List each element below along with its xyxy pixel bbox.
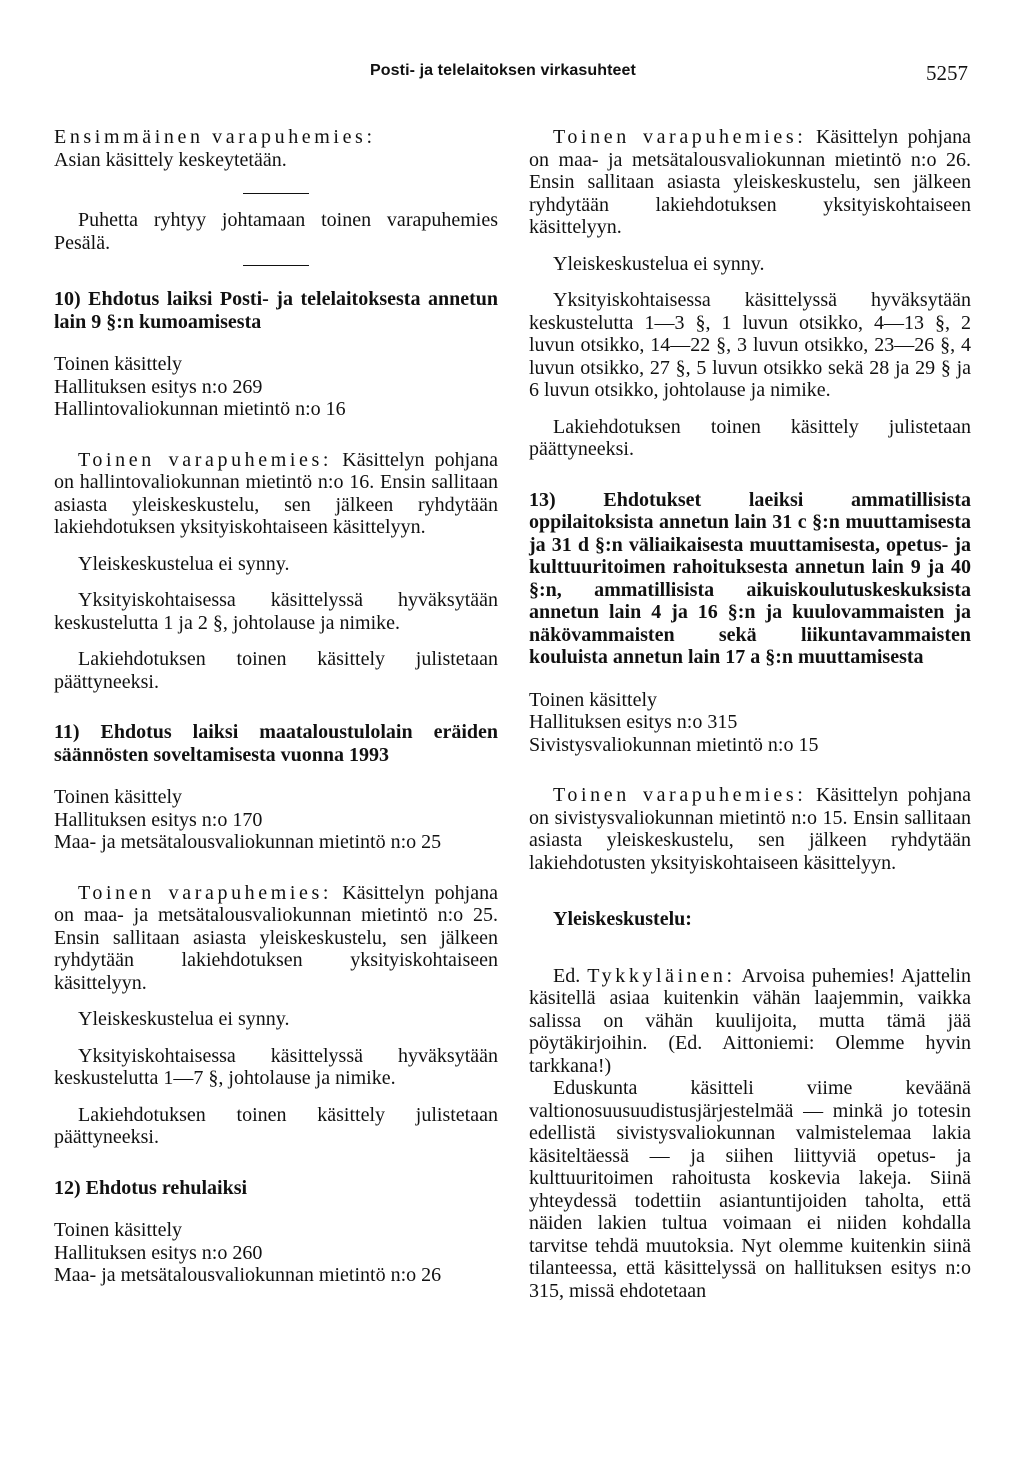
speech-text: Käsittelyn pohjana on hallintovaliokunnan mietintö n:o 16. Ensin sallitaan asiasta yleiskeskustelu, sen jälkeen ryhdytään lakiehdotuksen yksityiskohtaiseen käsittelyyn. (54, 448, 498, 538)
chair-change-note: Puhetta ryhtyy johtamaan toinen varapuhemies Pesälä. (54, 209, 498, 254)
speech-text: Asian käsittely keskeytetään. (54, 148, 287, 171)
speaker-paragraph (54, 449, 498, 539)
mp-name: Tykkyläinen: (587, 964, 736, 987)
bill-line: Hallituksen esitys n:o 269 (54, 375, 263, 398)
speech-text: Käsittelyn pohjana on maa- ja metsätalousvaliokunnan mietintö n:o 26. Ensin sallitaan asiasta yleiskeskustelu, sen jälkeen ryhdytään lakiehdotuksen yksityiskohtaiseen käsittelyyn. (529, 126, 971, 238)
approval-line: Yksityiskohtaisessa käsittelyssä hyväksytään keskustelutta 1—3 §, 1 luvun otsikko, 4—13 §, 2 luvun otsikko, 14—22 §, 3 luvun otsikko, 23—26 §, 4 luvun otsikko, 27 §, 5 luvun otsikko sekä 28 ja 29 § ja 6 luvun otsikko, johtolause ja nimike. (529, 289, 971, 401)
stage-line: Toinen käsittely (54, 1219, 183, 1241)
conclusion-line: Lakiehdotuksen toinen käsittely julistetaan päättyneeksi. (54, 648, 498, 693)
speaker-paragraph (54, 882, 498, 995)
report-line: Hallintovaliokunnan mietintö n:o 16 (54, 398, 346, 420)
approval-line: Yksityiskohtaisessa käsittelyssä hyväksytään keskustelutta 1 ja 2 §, johtolause ja nimike. (54, 589, 498, 634)
no-debate-line: Yleiskeskustelua ei synny. (553, 252, 765, 275)
item-heading: 11) Ehdotus laiksi maataloustulolain eräiden säännösten soveltamisesta vuonna 1993 (54, 721, 498, 766)
mp-speech-text: Arvoisa puhemies! Ajattelin käsitellä asiaa kuitenkin vähän laajemmin, vaikka salissa on vähän kuulijoita, mutta tämä jää pöytäkirjoihin. (Ed. Aittoniemi: Olemme hyvin tarkkana!) (529, 964, 971, 1077)
bill-line: Hallituksen esitys n:o 170 (54, 808, 263, 831)
approval-line: Yksityiskohtaisessa käsittelyssä hyväksytään keskustelutta 1—7 §, johtolause ja nimike. (54, 1044, 498, 1089)
no-debate-line: Yleiskeskustelua ei synny. (78, 1008, 290, 1030)
mp-speech-paragraph (529, 965, 971, 1078)
speaker-name: Toinen varapuhemies: (553, 784, 807, 806)
page-number: 5257 (926, 61, 968, 85)
report-line: Maa- ja metsätalousvaliokunnan mietintö n:o 26 (54, 1264, 442, 1286)
right-column (529, 126, 971, 1302)
conclusion-line: Lakiehdotuksen toinen käsittely julistetaan päättyneeksi. (54, 1103, 498, 1148)
running-title: Posti- ja telelaitoksen virkasuhteet (370, 62, 636, 79)
speaker-paragraph (529, 784, 971, 874)
bill-line: Hallituksen esitys n:o 260 (54, 1241, 263, 1264)
page-header (0, 62, 1024, 90)
speaker-name: Toinen varapuhemies: (78, 881, 333, 904)
speech-text: Käsittelyn pohjana on sivistysvaliokunnan mietintö n:o 15. Ensin sallitaan asiasta yleiskeskustelu, sen jälkeen ryhdytään lakiehdotusten yksityiskohtaiseen käsittelyyn. (529, 784, 971, 874)
stage-line: Toinen käsittely (529, 688, 658, 711)
section-divider (243, 265, 309, 266)
debate-heading: Yleiskeskustelu: (553, 908, 692, 930)
speaker-name: Toinen varapuhemies: (78, 448, 333, 471)
item-heading: 10) Ehdotus laiksi Posti- ja telelaitoksesta annetun lain 9 §:n kumoamisesta (54, 288, 498, 333)
bill-line: Hallituksen esitys n:o 315 (529, 711, 738, 733)
left-column (54, 126, 498, 1287)
speaker-name: Ensimmäinen varapuhemies: (54, 126, 376, 148)
conclusion-line: Lakiehdotuksen toinen käsittely julistetaan päättyneeksi. (529, 415, 971, 460)
speaker-paragraph (529, 126, 971, 239)
mp-prefix: Ed. (553, 964, 581, 987)
report-line: Maa- ja metsätalousvaliokunnan mietintö n:o 25 (54, 831, 442, 853)
no-debate-line: Yleiskeskustelua ei synny. (78, 552, 290, 575)
section-divider (243, 193, 309, 194)
mp-speech-paragraph: Eduskunta käsitteli viime keväänä valtionosuusuudistusjärjestelmää — minkä jo totesin edellistä sivistysvaliokunnan valmistelemaa lakia käsiteltäessä — ja siihen liittyviä opetus- ja kulttuuritoimen rahoitusta koskevia lakeja. Siinä yhteydessä todettiin asiantuntijoiden taholta, että näiden lakien tultua voimaan ei niiden kohdalla tarvitse tehdä muutoksia. Nyt olemme kuitenkin siinä tilanteessa, että käsittelyssä on hallituksen esitys n:o 315, missä ehdotetaan (529, 1077, 971, 1302)
item-heading: 12) Ehdotus rehulaiksi (54, 1176, 248, 1199)
speaker-name: Toinen varapuhemies: (553, 126, 807, 148)
speaker-paragraph (54, 126, 498, 171)
item-heading: 13) Ehdotukset laeiksi ammatillisista oppilaitoksista annetun lain 31 c §:n muuttamisesta ja 31 d §:n väliaikaisesta muuttamisesta, opetus- ja kulttuuritoimen rahoituksesta annetun lain 9 ja 40 §:n, ammatillisista aikuiskoulutuskeskuksista annetun lain 4 ja 16 §:n ja kuulovammaisten ja näkövammaisten sekä liikuntavammaisten kouluista annetun lain 17 a §:n muuttamisesta (529, 488, 971, 668)
stage-line: Toinen käsittely (54, 786, 183, 808)
speech-text: Käsittelyn pohjana on maa- ja metsätalousvaliokunnan mietintö n:o 25. Ensin sallitaan asiasta yleiskeskustelu, sen jälkeen ryhdytään lakiehdotuksen yksityiskohtaiseen käsittelyyn. (54, 881, 498, 994)
report-line: Sivistysvaliokunnan mietintö n:o 15 (529, 733, 819, 756)
stage-line: Toinen käsittely (54, 353, 183, 375)
